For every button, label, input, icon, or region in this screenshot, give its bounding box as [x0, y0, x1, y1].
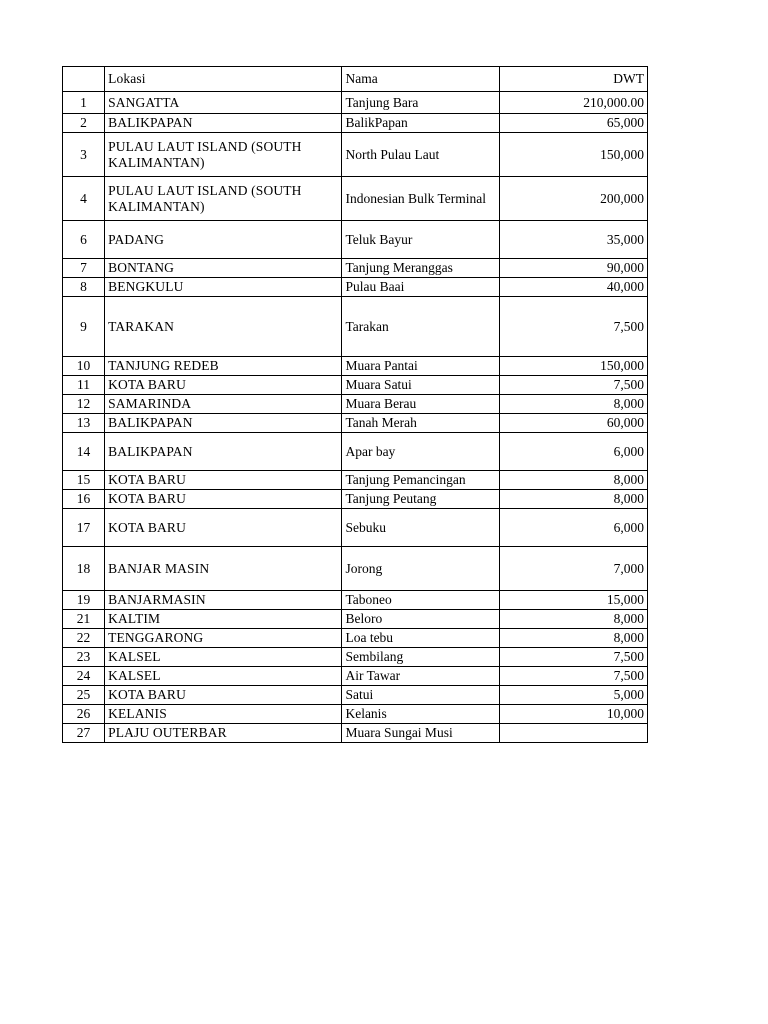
table-row	[63, 490, 648, 509]
table-row	[63, 297, 648, 357]
cell-lokasi: TARAKAN	[105, 297, 342, 357]
cell-no: 8	[63, 278, 105, 297]
cell-lokasi: KELANIS	[105, 705, 342, 724]
cell-dwt: 60,000	[499, 414, 647, 433]
cell-no: 27	[63, 724, 105, 743]
cell-nama: Indonesian Bulk Terminal	[342, 177, 499, 221]
cell-dwt: 6,000	[499, 509, 647, 547]
cell-dwt: 7,500	[499, 648, 647, 667]
cell-nama: Sembilang	[342, 648, 499, 667]
cell-nama: Satui	[342, 686, 499, 705]
cell-dwt	[499, 724, 647, 743]
cell-lokasi: KOTA BARU	[105, 490, 342, 509]
table-row	[63, 667, 648, 686]
cell-no: 10	[63, 357, 105, 376]
cell-lokasi: TANJUNG REDEB	[105, 357, 342, 376]
cell-dwt: 200,000	[499, 177, 647, 221]
cell-dwt: 7,500	[499, 376, 647, 395]
table-row	[63, 414, 648, 433]
cell-lokasi: KOTA BARU	[105, 471, 342, 490]
cell-no: 26	[63, 705, 105, 724]
cell-nama: Air Tawar	[342, 667, 499, 686]
cell-lokasi: KALSEL	[105, 667, 342, 686]
table-row	[63, 177, 648, 221]
cell-lokasi: KALSEL	[105, 648, 342, 667]
cell-no: 19	[63, 591, 105, 610]
cell-nama: BalikPapan	[342, 114, 499, 133]
cell-lokasi: KOTA BARU	[105, 509, 342, 547]
table-row	[63, 395, 648, 414]
table-row	[63, 686, 648, 705]
cell-nama: North Pulau Laut	[342, 133, 499, 177]
cell-no: 2	[63, 114, 105, 133]
cell-dwt: 7,000	[499, 547, 647, 591]
cell-nama: Muara Sungai Musi	[342, 724, 499, 743]
cell-dwt: 7,500	[499, 667, 647, 686]
cell-dwt: 8,000	[499, 471, 647, 490]
cell-dwt: 6,000	[499, 433, 647, 471]
cell-dwt: 40,000	[499, 278, 647, 297]
cell-no: 21	[63, 610, 105, 629]
cell-no: 22	[63, 629, 105, 648]
port-table-body	[63, 67, 648, 743]
cell-dwt: 35,000	[499, 221, 647, 259]
cell-lokasi: BENGKULU	[105, 278, 342, 297]
table-row	[63, 133, 648, 177]
table-row	[63, 471, 648, 490]
column-header-no	[63, 67, 105, 92]
cell-nama: Tarakan	[342, 297, 499, 357]
cell-dwt: 8,000	[499, 629, 647, 648]
cell-dwt: 150,000	[499, 133, 647, 177]
cell-nama: Tanah Merah	[342, 414, 499, 433]
cell-no: 16	[63, 490, 105, 509]
cell-nama: Loa tebu	[342, 629, 499, 648]
cell-nama: Jorong	[342, 547, 499, 591]
port-table	[62, 66, 648, 743]
cell-dwt: 8,000	[499, 610, 647, 629]
cell-lokasi: SANGATTA	[105, 92, 342, 114]
cell-no: 24	[63, 667, 105, 686]
cell-lokasi: KOTA BARU	[105, 686, 342, 705]
cell-dwt: 8,000	[499, 395, 647, 414]
table-row	[63, 278, 648, 297]
table-row	[63, 724, 648, 743]
cell-dwt: 10,000	[499, 705, 647, 724]
cell-lokasi: PULAU LAUT ISLAND (SOUTH KALIMANTAN)	[105, 177, 342, 221]
port-table-container	[62, 66, 648, 743]
cell-lokasi: BALIKPAPAN	[105, 414, 342, 433]
table-row	[63, 92, 648, 114]
cell-lokasi: TENGGARONG	[105, 629, 342, 648]
table-row	[63, 433, 648, 471]
cell-nama: Apar bay	[342, 433, 499, 471]
cell-nama: Beloro	[342, 610, 499, 629]
cell-nama: Sebuku	[342, 509, 499, 547]
cell-lokasi: BALIKPAPAN	[105, 433, 342, 471]
cell-no: 4	[63, 177, 105, 221]
cell-no: 11	[63, 376, 105, 395]
cell-lokasi: BANJAR MASIN	[105, 547, 342, 591]
table-header-row	[63, 67, 648, 92]
table-row	[63, 591, 648, 610]
cell-nama: Teluk Bayur	[342, 221, 499, 259]
cell-no: 25	[63, 686, 105, 705]
cell-dwt: 65,000	[499, 114, 647, 133]
table-row	[63, 610, 648, 629]
cell-nama: Tanjung Pemancingan	[342, 471, 499, 490]
cell-no: 12	[63, 395, 105, 414]
cell-lokasi: PLAJU OUTERBAR	[105, 724, 342, 743]
cell-lokasi: BALIKPAPAN	[105, 114, 342, 133]
cell-dwt: 210,000.00	[499, 92, 647, 114]
cell-dwt: 7,500	[499, 297, 647, 357]
cell-no: 6	[63, 221, 105, 259]
table-row	[63, 376, 648, 395]
cell-no: 18	[63, 547, 105, 591]
cell-lokasi: PULAU LAUT ISLAND (SOUTH KALIMANTAN)	[105, 133, 342, 177]
cell-lokasi: SAMARINDA	[105, 395, 342, 414]
cell-no: 23	[63, 648, 105, 667]
cell-lokasi: BONTANG	[105, 259, 342, 278]
cell-dwt: 5,000	[499, 686, 647, 705]
cell-no: 17	[63, 509, 105, 547]
cell-dwt: 8,000	[499, 490, 647, 509]
cell-no: 14	[63, 433, 105, 471]
column-header-dwt: DWT	[499, 67, 647, 92]
cell-nama: Pulau Baai	[342, 278, 499, 297]
cell-lokasi: KOTA BARU	[105, 376, 342, 395]
cell-no: 15	[63, 471, 105, 490]
cell-lokasi: BANJARMASIN	[105, 591, 342, 610]
cell-dwt: 15,000	[499, 591, 647, 610]
cell-no: 1	[63, 92, 105, 114]
table-row	[63, 547, 648, 591]
table-row	[63, 629, 648, 648]
table-row	[63, 357, 648, 376]
cell-dwt: 150,000	[499, 357, 647, 376]
table-row	[63, 509, 648, 547]
column-header-nama: Nama	[342, 67, 499, 92]
table-row	[63, 705, 648, 724]
cell-no: 9	[63, 297, 105, 357]
cell-nama: Kelanis	[342, 705, 499, 724]
table-row	[63, 114, 648, 133]
cell-lokasi: PADANG	[105, 221, 342, 259]
cell-nama: Muara Pantai	[342, 357, 499, 376]
cell-nama: Muara Satui	[342, 376, 499, 395]
cell-no: 13	[63, 414, 105, 433]
table-row	[63, 221, 648, 259]
column-header-lokasi: Lokasi	[105, 67, 342, 92]
cell-nama: Muara Berau	[342, 395, 499, 414]
table-row	[63, 648, 648, 667]
cell-dwt: 90,000	[499, 259, 647, 278]
cell-no: 7	[63, 259, 105, 278]
table-row	[63, 259, 648, 278]
cell-nama: Taboneo	[342, 591, 499, 610]
cell-nama: Tanjung Peutang	[342, 490, 499, 509]
cell-nama: Tanjung Bara	[342, 92, 499, 114]
cell-nama: Tanjung Meranggas	[342, 259, 499, 278]
cell-lokasi: KALTIM	[105, 610, 342, 629]
cell-no: 3	[63, 133, 105, 177]
